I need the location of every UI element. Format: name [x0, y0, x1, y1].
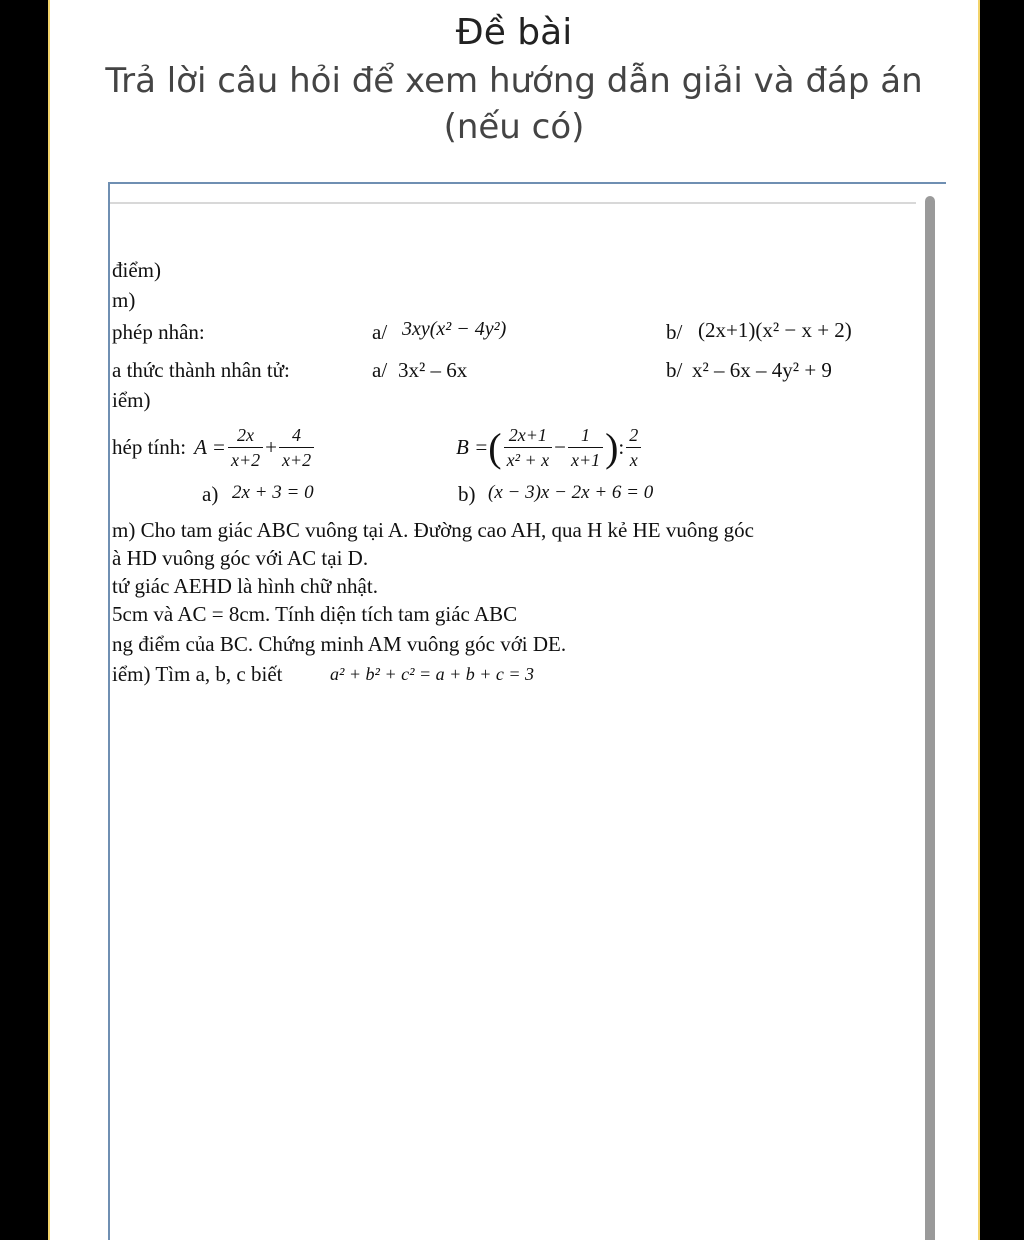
- expr-A-f2-den: x+2: [281, 449, 312, 470]
- expr-B: [456, 418, 643, 476]
- doc-line-13-expr: a² + b² + c² = a + b + c = 3: [330, 664, 535, 684]
- doc-line-4-b-label: b/: [666, 358, 683, 382]
- doc-line-3-b-expr: (2x+1)(x² − x + 2): [698, 318, 852, 342]
- expr-A-f1-num: 2x: [228, 423, 263, 448]
- expr-B-open-paren: (: [488, 424, 502, 470]
- expr-A-fraction-1: [228, 423, 263, 472]
- expr-B-f2-den: x+1: [570, 449, 601, 470]
- doc-line-5: iểm): [112, 388, 151, 412]
- viewer-scrollbar[interactable]: [925, 196, 935, 1240]
- problem-card: [48, 0, 980, 1240]
- expr-A-prefix: A =: [194, 434, 226, 459]
- exam-document: [110, 184, 920, 1240]
- doc-line-10: tứ giác AEHD là hình chữ nhật.: [112, 574, 378, 598]
- doc-line-3-a-expr: 3xy(x² − 4y²): [402, 318, 507, 340]
- doc-line-4-a-expr: 3x² – 6x: [398, 358, 468, 382]
- expr-B-f3-num: 2: [626, 423, 641, 448]
- doc-line-6: [112, 418, 316, 476]
- doc-line-9: à HD vuông góc với AC tại D.: [112, 546, 369, 570]
- expr-A-fraction-2: [279, 423, 314, 472]
- doc-line-4-a-label: a/: [372, 358, 388, 382]
- doc-line-11: 5cm và AC = 8cm. Tính diện tích tam giác ABC: [112, 602, 518, 626]
- expr-B-f2-num: 1: [568, 423, 603, 448]
- expr-B-close-paren: ): [605, 424, 619, 470]
- expr-B-f1-num: 2x+1: [504, 423, 553, 448]
- doc-line-4-b-expr: x² – 6x – 4y² + 9: [692, 358, 832, 382]
- doc-line-3-label: phép nhân:: [112, 320, 205, 344]
- document-viewer[interactable]: [108, 182, 946, 1240]
- doc-line-13-label: iểm) Tìm a, b, c biết: [112, 662, 283, 686]
- expr-B-prefix: B =: [456, 434, 489, 459]
- page-title: Đề bài: [455, 12, 573, 53]
- doc-line-12: ng điểm của BC. Chứng minh AM vuông góc với DE.: [112, 632, 567, 656]
- expr-B-fraction-3: [626, 423, 641, 472]
- doc-line-1: điểm): [112, 258, 161, 282]
- doc-line-4-label: a thức thành nhân tử:: [112, 358, 290, 382]
- doc-line-7-b-expr: (x − 3)x − 2x + 6 = 0: [488, 482, 654, 503]
- doc-line-2: m): [112, 288, 136, 312]
- expr-A-plus: +: [265, 434, 277, 459]
- expr-B-f3-den: x: [629, 449, 638, 470]
- doc-line-8: m) Cho tam giác ABC vuông tại A. Đường cao AH, qua H kẻ HE vuông góc: [112, 518, 754, 542]
- expr-A-f2-num: 4: [279, 423, 314, 448]
- doc-line-7-a-expr: 2x + 3 = 0: [232, 482, 314, 503]
- expr-B-fraction-2: [568, 423, 603, 472]
- expr-B-f1-den: x² + x: [506, 449, 550, 470]
- expr-A-f1-den: x+2: [230, 449, 261, 470]
- expr-B-minus: −: [554, 434, 566, 459]
- doc-line-3-b-label: b/: [666, 320, 683, 344]
- doc-line-7-b-label: b): [458, 482, 476, 506]
- doc-line-6-label: hép tính:: [112, 434, 187, 459]
- doc-line-7-a-label: a): [202, 482, 219, 506]
- page-subtitle: Trả lời câu hỏi để xem hướng dẫn giải và đáp án (nếu có): [105, 61, 923, 147]
- expr-B-fraction-1: [504, 423, 553, 472]
- expr-B-div: :: [618, 434, 625, 459]
- doc-line-3-a-label: a/: [372, 320, 388, 344]
